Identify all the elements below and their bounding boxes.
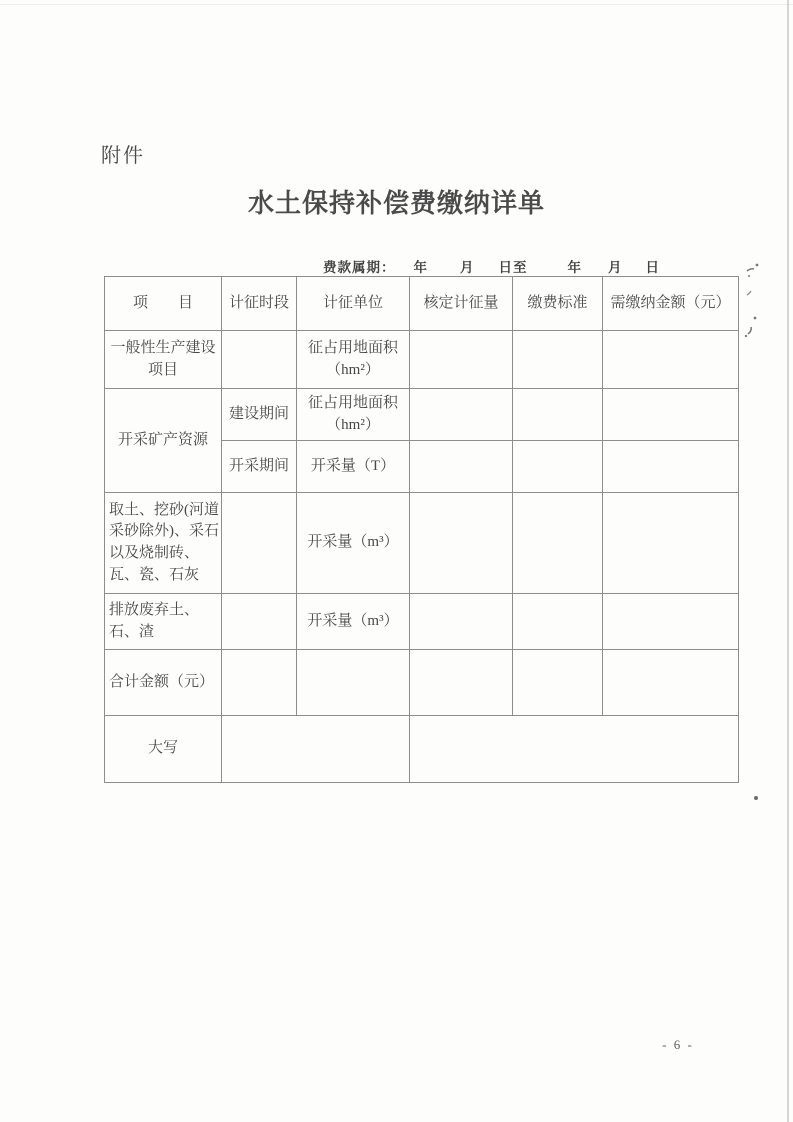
cell-empty: [410, 441, 513, 493]
cell-empty: [603, 331, 739, 389]
table-row: [105, 650, 739, 716]
cell-mining-period: 开采期间: [222, 441, 297, 493]
cell-empty: [410, 331, 513, 389]
cell-general-unit: 征占用地面积（hm²）: [297, 331, 410, 389]
header-levy-unit: 计征单位: [297, 277, 410, 331]
header-levy-period: 计征时段: [222, 277, 297, 331]
header-payment-standard: 缴费标准: [513, 277, 603, 331]
header-assessed-quantity: 核定计征量: [410, 277, 513, 331]
cell-waste-unit: 开采量（m³）: [297, 594, 410, 650]
fee-period-line: [323, 256, 660, 276]
fee-detail-table: [104, 276, 739, 783]
header-amount-due: 需缴纳金额（元）: [603, 277, 739, 331]
table-row: [105, 389, 739, 441]
fee-period-year2: 年: [567, 260, 582, 275]
cell-empty: [603, 441, 739, 493]
pen-mark: [742, 313, 764, 341]
cell-empty: [222, 716, 410, 783]
cell-general-project: 一般性生产建设项目: [105, 331, 222, 389]
cell-empty: [513, 331, 603, 389]
cell-empty: [603, 594, 739, 650]
cell-empty: [513, 441, 603, 493]
pen-mark: [752, 794, 762, 804]
table-header-row: [105, 277, 739, 331]
fee-period-day1: 日至: [498, 260, 528, 275]
cell-empty: [297, 650, 410, 716]
fee-period-month1: 月: [460, 260, 475, 275]
cell-empty: [603, 650, 739, 716]
cell-empty: [222, 331, 297, 389]
fee-period-label: 费款属期：: [323, 260, 396, 275]
fee-period-day2: 日: [645, 260, 660, 275]
scan-edge-right: [787, 0, 789, 1122]
cell-empty: [410, 594, 513, 650]
cell-empty: [603, 389, 739, 441]
cell-empty: [410, 650, 513, 716]
cell-soil-sand-project: 取土、挖砂(河道采砂除外)、采石以及烧制砖、瓦、瓷、石灰: [105, 493, 222, 594]
table-row: [105, 493, 739, 594]
cell-mining-resources: 开采矿产资源: [105, 389, 222, 493]
cell-empty: [603, 493, 739, 594]
cell-construction-unit: 征占用地面积（hm²）: [297, 389, 410, 441]
fee-period-year1: 年: [413, 260, 428, 275]
cell-empty: [222, 650, 297, 716]
table-row: [105, 331, 739, 389]
cell-empty: [410, 716, 739, 783]
attachment-label: 附件: [101, 145, 145, 167]
cell-mining-unit: 开采量（T）: [297, 441, 410, 493]
cell-empty: [513, 493, 603, 594]
pen-mark: [743, 261, 765, 303]
cell-total-amount: 合计金额（元）: [105, 650, 222, 716]
cell-soil-sand-unit: 开采量（m³）: [297, 493, 410, 594]
page-title: 水土保持补偿费缴纳详单: [247, 189, 545, 218]
cell-empty: [513, 389, 603, 441]
cell-empty: [410, 493, 513, 594]
cell-empty: [513, 594, 603, 650]
header-item: 项 目: [105, 277, 222, 331]
cell-empty: [222, 493, 297, 594]
table-row: [105, 716, 739, 783]
cell-empty: [513, 650, 603, 716]
fee-period-month2: 月: [608, 260, 623, 275]
scan-edge-top: [0, 4, 793, 5]
cell-amount-in-words: 大写: [105, 716, 222, 783]
cell-empty: [222, 594, 297, 650]
table-row: [105, 594, 739, 650]
page-number: - 6 -: [662, 1037, 694, 1052]
cell-construction-period: 建设期间: [222, 389, 297, 441]
cell-empty: [410, 389, 513, 441]
cell-waste-project: 排放废弃土、石、渣: [105, 594, 222, 650]
